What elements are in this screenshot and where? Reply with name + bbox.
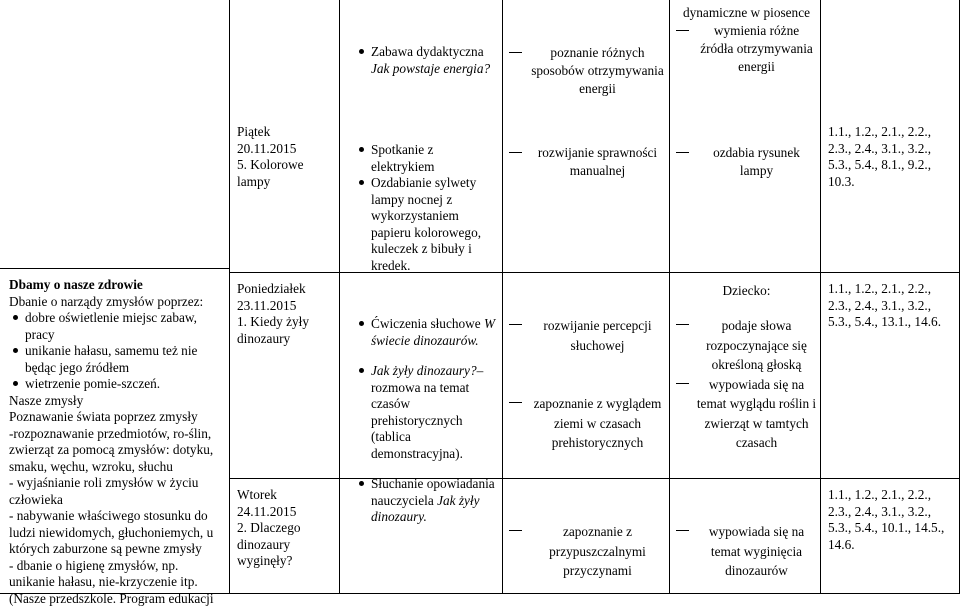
outcome-item: wymienia różne źródła otrzymywania energii <box>676 22 817 76</box>
outcomes <box>676 316 817 453</box>
list-item: Ćwiczenia słuchowe W świecie dinozaurów. <box>355 316 500 349</box>
row-divider <box>0 268 230 269</box>
goal-item: rozwijanie sprawności manualnej <box>509 144 666 180</box>
day-name: Piątek <box>237 124 335 141</box>
lesson-topic: 5. Kolorowe lampy <box>237 157 335 190</box>
outcomes <box>676 4 817 76</box>
health-section <box>9 277 224 607</box>
goals <box>509 44 666 98</box>
lesson-day <box>237 487 335 570</box>
section-intro: Dbanie o narządy zmysłów poprzez: <box>9 294 224 311</box>
day-name: Poniedziałek <box>237 281 335 298</box>
activities <box>355 44 500 77</box>
goals <box>509 144 666 180</box>
list-item: Słuchanie opowiadania nauczyciela Jak żyły dinozaury. <box>355 476 500 526</box>
goal-item: zapoznanie z wyglądem ziemi w czasach prehistorycznych <box>509 394 666 453</box>
list-item: dobre oświetlenie miejsc zabaw, pracy <box>9 310 224 343</box>
goals <box>509 394 666 453</box>
list-item: Spotkanie z elektrykiem <box>355 142 500 175</box>
column-divider <box>229 0 230 594</box>
day-name: Wtorek <box>237 487 335 504</box>
goal-item: rozwijanie percepcji słuchowej <box>509 316 666 355</box>
row-divider <box>229 478 960 479</box>
lesson-day <box>237 281 335 347</box>
outcomes <box>676 281 817 301</box>
text-line: - nabywanie właściwego stosunku do ludzi niewidomych, głuchoniemych, u których zaburzone są pewne zmysły <box>9 508 224 558</box>
text-line: - dbanie o higienę zmysłów, np. unikanie hałasu, nie-krzyczenie itp. <box>9 558 224 591</box>
list-item: wietrzenie pomie-szczeń. <box>9 376 224 393</box>
text-line: Poznawanie świata poprzez zmysły <box>9 409 224 426</box>
outcomes <box>676 522 817 581</box>
section-title: Dbamy o nasze zdrowie <box>9 277 224 294</box>
list-item: unikanie hałasu, samemu też nie będąc jego źródłem <box>9 343 224 376</box>
row-divider <box>229 272 960 273</box>
goals <box>509 522 666 581</box>
outcome-item: podaje słowa rozpoczynające się określoną głoską <box>676 316 817 375</box>
day-date: 24.11.2015 <box>237 504 335 521</box>
activities <box>355 316 500 526</box>
outcome-text: dynamiczne w piosence <box>676 4 817 22</box>
column-divider <box>669 0 670 594</box>
text-line: (Nasze przedszkole. Program edukacji <box>9 591 224 607</box>
text-line: - wyjaśnianie roli zmysłów w życiu człowieka <box>9 475 224 508</box>
outcome-item: wypowiada się na temat wyglądu roślin i zwierząt w tamtych czasach <box>676 375 817 453</box>
outcomes <box>676 144 817 180</box>
goals <box>509 316 666 355</box>
activities <box>355 142 500 274</box>
goal-item: poznanie różnych sposobów otrzymywania energii <box>509 44 666 98</box>
lesson-topic: 1. Kiedy żyły dinozaury <box>237 314 335 347</box>
list-item: Ozdabianie sylwety lampy nocnej z wykorzystaniem papieru kolorowego, kuleczek z bibuły i kredek. <box>355 175 500 274</box>
column-divider <box>820 0 821 594</box>
outcome-item: ozdabia rysunek lampy <box>676 144 817 180</box>
lesson-day <box>237 124 335 190</box>
curriculum-codes: 1.1., 1.2., 2.1., 2.2., 2.3., 2.4., 3.1., 3.2., 5.3., 5.4., 13.1., 14.6. <box>828 281 956 331</box>
lesson-topic: 2. Dlaczego dinozaury wyginęły? <box>237 520 335 570</box>
text-line: -rozpoznawanie przedmiotów, ro-ślin, zwierząt za pomocą zmysłów: dotyku, smaku, węchu, wzroku, słuchu <box>9 426 224 476</box>
curriculum-codes: 1.1., 1.2., 2.1., 2.2., 2.3., 2.4., 3.1., 3.2., 5.3., 5.4., 8.1., 9.2., 10.3. <box>828 124 956 190</box>
outcome-heading: Dziecko: <box>676 281 817 301</box>
day-date: 23.11.2015 <box>237 298 335 315</box>
list-item: Jak żyły dinozaury?– rozmowa na temat czasów prehistorycznych (tablica demonstracyjna). <box>355 363 500 462</box>
goal-item: zapoznanie z przypuszczalnymi przyczynami <box>509 522 666 581</box>
day-date: 20.11.2015 <box>237 141 335 158</box>
outcome-item: wypowiada się na temat wyginięcia dinozaurów <box>676 522 817 581</box>
text-line: Nasze zmysły <box>9 393 224 410</box>
column-divider <box>339 0 340 594</box>
column-divider <box>502 0 503 594</box>
curriculum-codes: 1.1., 1.2., 2.1., 2.2., 2.3., 2.4., 3.1., 3.2., 5.3., 5.4., 10.1., 14.5., 14.6. <box>828 487 956 553</box>
list-item: Zabawa dydaktyczna Jak powstaje energia? <box>355 44 500 77</box>
